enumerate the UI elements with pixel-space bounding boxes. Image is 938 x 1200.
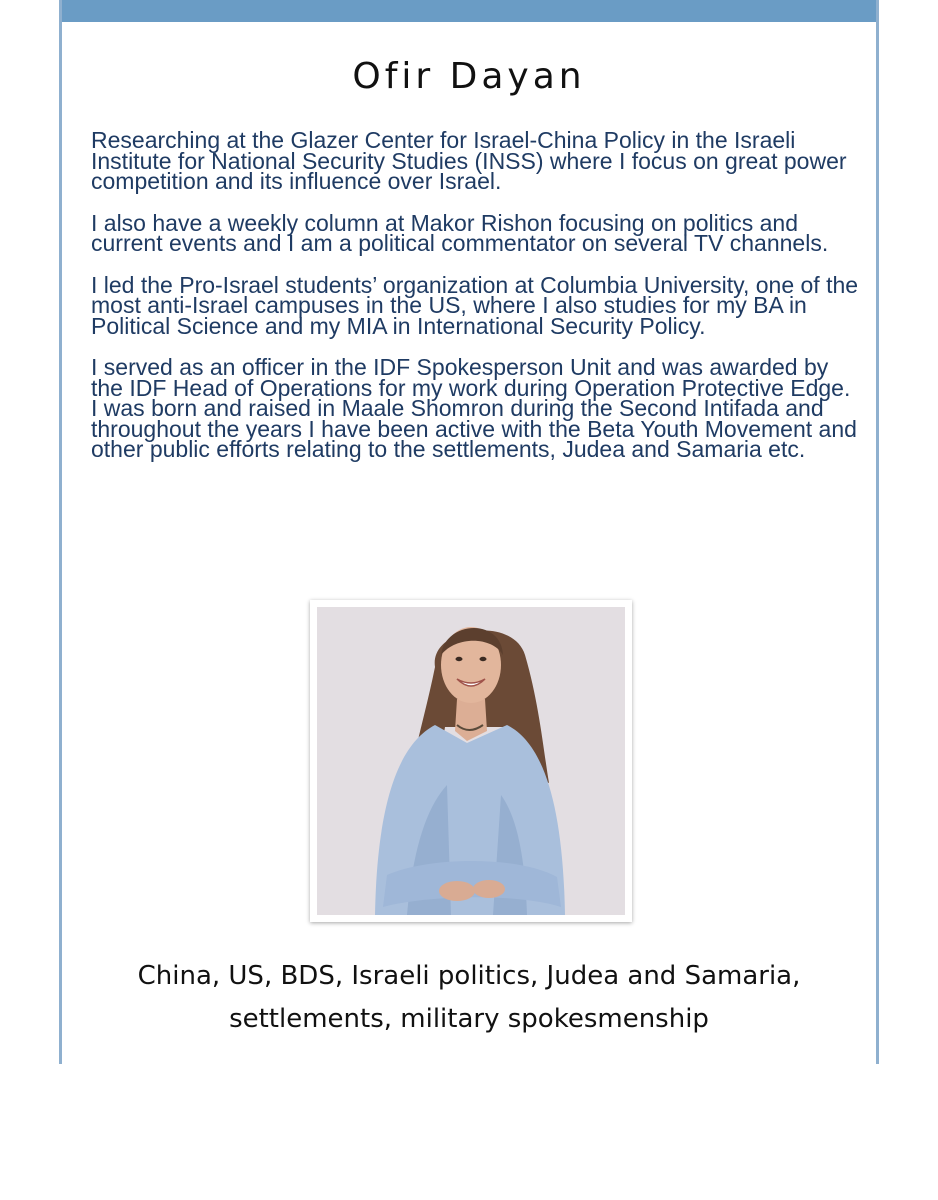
profile-name: Ofir Dayan (352, 56, 586, 97)
profile-photo (310, 600, 632, 922)
bio-paragraph: I led the Pro-Israel students’ organization at Columbia University, one of the most anti-Israel campuses in the US, where I also studies for my BA in Political Science and my MIA in International Security Policy. (91, 271, 859, 339)
profile-photo-image (317, 607, 625, 915)
expertise-tags: China, US, BDS, Israeli politics, Judea and Samaria, settlements, military spokesmenship (137, 961, 801, 1034)
bio-paragraph: I also have a weekly column at Makor Rishon focusing on politics and current events and I am a political commentator on several TV channels. (91, 209, 829, 256)
profile-bio (91, 127, 861, 481)
top-accent-bar (62, 0, 876, 22)
bio-paragraph: Researching at the Glazer Center for Israel-China Policy in the Israeli Institute for National Security Studies (INSS) where I focus on great power competition and its influence over Israel. (91, 127, 847, 194)
profile-card (59, 0, 879, 1064)
bio-paragraph: I served as an officer in the IDF Spokesperson Unit and was awarded by the IDF Head of Operations for my work during Operation Protective Edge. I was born and raised in Maale Shomron during the Second Intifada and throughout the years I have been active with the Beta Youth Movement and other public efforts relating to the settlements, Judea and Samaria etc. (91, 354, 857, 462)
